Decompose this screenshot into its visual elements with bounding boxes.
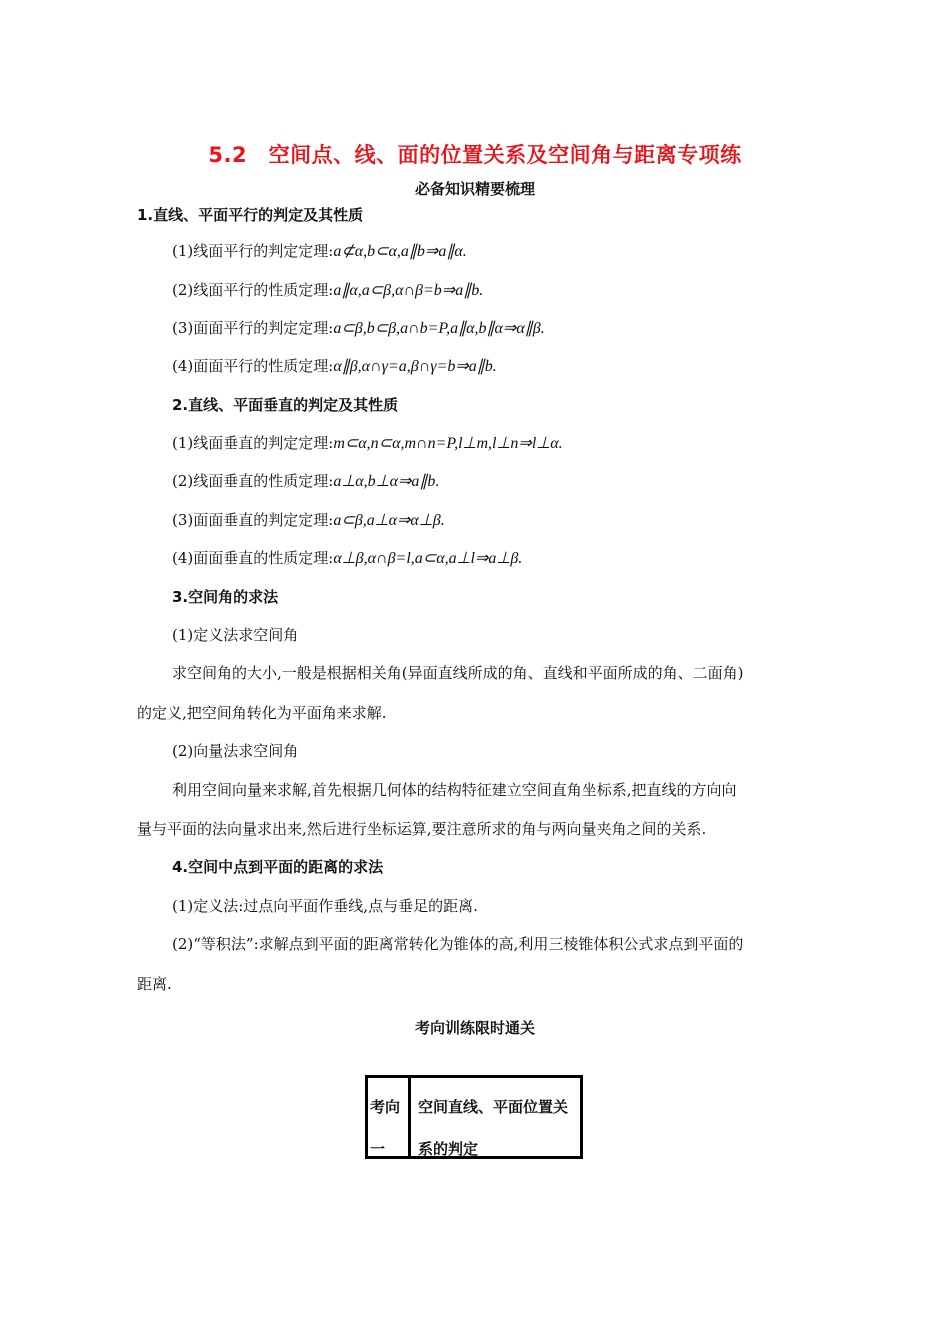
s1-item-3: (3)面面平行的判定定理:a⊂β,b⊂β,a∩b=P,a∥α,b∥α⇒α∥β. [172, 319, 545, 337]
s4-line-2a: (2)“等积法”:求解点到平面的距离常转化为锥体的高,利用三棱锥体积公式求点到平面的 [172, 935, 744, 953]
section-4-title: 4.空间中点到平面的距离的求法 [172, 858, 384, 876]
s3-paragraph-2a: 利用空间向量来求解,首先根据几何体的结构特征建立空间直角坐标系,把直线的方向向 [172, 781, 737, 799]
table-cell-topic: 空间直线、平面位置关系的判定 [418, 1098, 569, 1158]
table-cell-direction: 考向一 [370, 1098, 401, 1158]
s2-item-2: (2)线面垂直的性质定理:a⊥α,b⊥α⇒a∥b. [172, 472, 440, 490]
s1-item-1: (1)线面平行的判定定理:a⊄α,b⊂α,a∥b⇒a∥α. [172, 242, 467, 260]
page-title: 5.2 空间点、线、面的位置关系及空间角与距离专项练 [208, 143, 742, 167]
s3-paragraph-2b: 量与平面的法向量求出来,然后进行坐标运算,要注意所求的角与两向量夹角之间的关系. [137, 820, 707, 838]
s2-item-4: (4)面面垂直的性质定理:α⊥β,α∩β=l,a⊂α,a⊥l⇒a⊥β. [172, 549, 523, 567]
s4-line-2b: 距离. [137, 975, 172, 993]
knowledge-heading: 必备知识精要梳理 [414, 180, 535, 198]
s2-item-1: (1)线面垂直的判定定理:m⊂α,n⊂α,m∩n=P,l⊥m,l⊥n⇒l⊥α. [172, 434, 563, 452]
training-heading: 考向训练限时通关 [414, 1019, 535, 1037]
s1-item-4: (4)面面平行的性质定理:α∥β,α∩γ=a,β∩γ=b⇒a∥b. [172, 357, 497, 375]
section-3-title: 3.空间角的求法 [172, 588, 279, 606]
s3-paragraph-1b: 的定义,把空间角转化为平面角来求解. [137, 704, 387, 722]
s1-item-2: (2)线面平行的性质定理:a∥α,a⊂β,α∩β=b⇒a∥b. [172, 281, 484, 299]
s4-line-1: (1)定义法:过点向平面作垂线,点与垂足的距离. [172, 897, 478, 915]
section-1-title: 1.直线、平面平行的判定及其性质 [137, 206, 364, 224]
s3-paragraph-1a: 求空间角的大小,一般是根据相关角(异面直线所成的角、直线和平面所成的角、二面角) [172, 664, 744, 682]
section-2-title: 2.直线、平面垂直的判定及其性质 [172, 396, 399, 414]
s2-item-3: (3)面面垂直的判定定理:a⊂β,a⊥α⇒α⊥β. [172, 511, 445, 529]
table-divider [408, 1078, 411, 1156]
s3-sub-1: (1)定义法求空间角 [172, 626, 299, 644]
topic-table [365, 1075, 583, 1159]
s3-sub-2: (2)向量法求空间角 [172, 742, 299, 760]
